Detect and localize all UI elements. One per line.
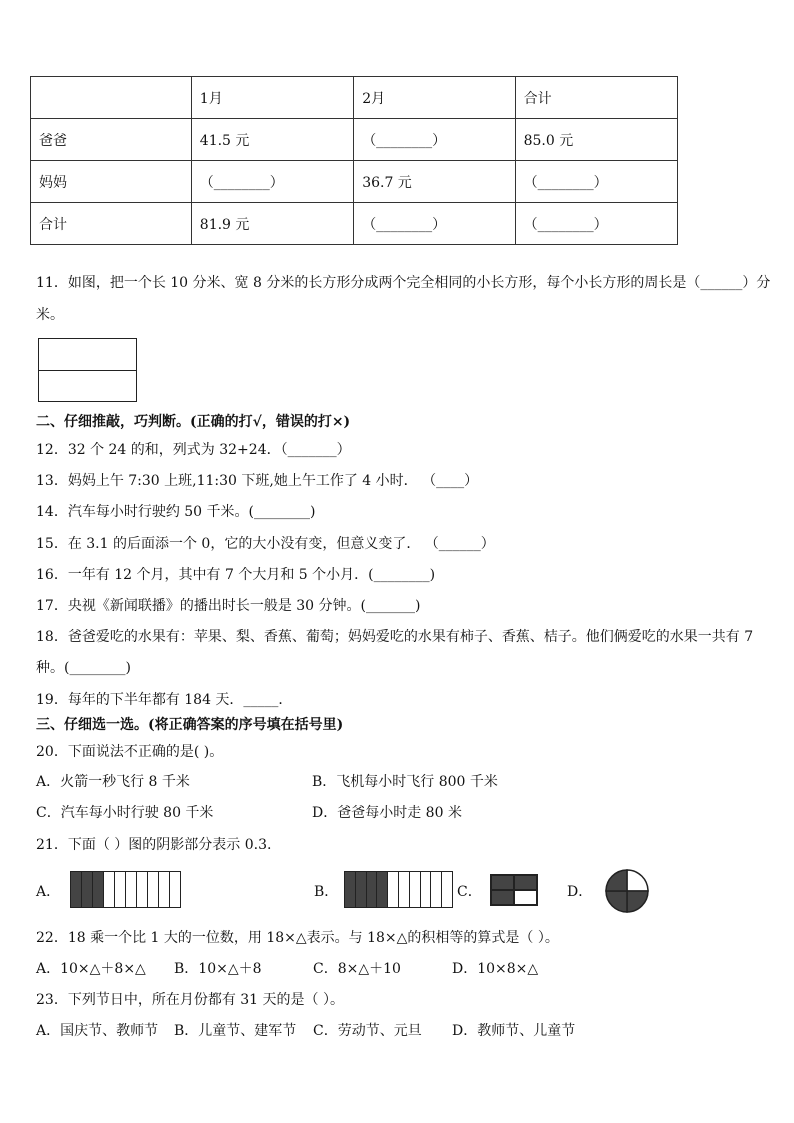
strip-cell [442, 872, 452, 907]
table-cell: （________） [354, 203, 515, 245]
figure-a-ten-strip [70, 871, 181, 908]
question-18-line1: 18．爸爸爱吃的水果有：苹果、梨、香蕉、葡萄；妈妈爱吃的水果有柿子、香蕉、桔子。他们俩爱吃的水果一共有 7 [36, 629, 754, 645]
figure-c-four-grid [490, 874, 538, 906]
question-20-option-a: A．火箭一秒飞行 8 千米 [36, 774, 190, 790]
strip-cell [399, 872, 410, 907]
strip-cell [421, 872, 432, 907]
table-cell: 81.9 元 [191, 203, 353, 245]
question-23-option-d: D．教师节、儿童节 [452, 1023, 576, 1039]
figure-b-ten-strip [344, 871, 453, 908]
question-20-option-d: D．爸爸每小时走 80 米 [312, 805, 462, 821]
circle-sector [627, 891, 648, 912]
table-cell: （________） [515, 203, 677, 245]
strip-cell [345, 872, 356, 907]
grid-cell [491, 890, 514, 905]
strip-cell [170, 872, 180, 907]
table-cell: 合计 [31, 203, 192, 245]
table-cell: （________） [515, 161, 677, 203]
strip-cell [137, 872, 148, 907]
circle-sector [627, 870, 648, 891]
table-cell: 2月 [354, 77, 515, 119]
question-17: 17．央视《新闻联播》的播出时长一般是 30 分钟。(_______) [36, 598, 421, 614]
table-row [31, 203, 678, 245]
grid-cell [514, 875, 537, 890]
question-21-label-b: B． [314, 884, 339, 900]
question-21-label-d: D． [567, 884, 593, 900]
question-23-stem: 23．下列节日中，所在月份都有 31 天的是（ ）。 [36, 992, 344, 1008]
question-22-option-c: C．8×△＋10 [313, 961, 401, 977]
table-row [31, 119, 678, 161]
question-20-stem: 20．下面说法不正确的是( )。 [36, 744, 224, 760]
question-23-option-a: A．国庆节、教师节 [36, 1023, 159, 1039]
strip-cell [71, 872, 82, 907]
question-11-line2: 米。 [36, 307, 64, 323]
question-23-option-b: B．儿童节、建军节 [174, 1023, 297, 1039]
table-cell: 85.0 元 [515, 119, 677, 161]
strip-cell [104, 872, 115, 907]
question-21-label-c: C． [457, 884, 482, 900]
question-11-line1: 11．如图，把一个长 10 分米、宽 8 分米的长方形分成两个完全相同的小长方形，每个小长方形的周长是（______）分 [36, 275, 771, 291]
question-21-stem: 21．下面（ ）图的阴影部分表示 0.3. [36, 837, 272, 853]
grid-cell [514, 890, 537, 905]
question-22-option-d: D．10×8×△ [452, 961, 539, 977]
question-23-option-c: C．劳动节、元旦 [313, 1023, 422, 1039]
question-19: 19．每年的下半年都有 184 天．_____． [36, 692, 293, 708]
table-cell: （________） [191, 161, 353, 203]
strip-cell [410, 872, 421, 907]
question-14: 14．汽车每小时行驶约 50 千米。(________) [36, 504, 316, 520]
strip-cell [82, 872, 93, 907]
question-13: 13．妈妈上午 7:30 上班,11:30 下班,她上午工作了 4 小时． （____） [36, 473, 479, 489]
rectangle-figure [38, 338, 137, 402]
question-21-label-a: A． [36, 884, 61, 900]
table-cell: 1月 [191, 77, 353, 119]
question-20-option-c: C．汽车每小时行驶 80 千米 [36, 805, 214, 821]
circle-sector [606, 870, 627, 891]
expense-table [30, 76, 678, 245]
table-cell: 合计 [515, 77, 677, 119]
question-20-option-b: B．飞机每小时飞行 800 千米 [312, 774, 498, 790]
strip-cell [148, 872, 159, 907]
table-cell: 41.5 元 [191, 119, 353, 161]
strip-cell [126, 872, 137, 907]
question-15: 15．在 3.1 的后面添一个 0，它的大小没有变，但意义变了． （______） [36, 536, 495, 552]
strip-cell [377, 872, 388, 907]
table-row [31, 161, 678, 203]
figure-d-circle [603, 867, 651, 915]
table-header-row [31, 77, 678, 119]
question-18-line2: 种。(________) [36, 660, 131, 676]
question-16: 16．一年有 12 个月，其中有 7 个大月和 5 个小月．(________) [36, 567, 436, 583]
strip-cell [388, 872, 399, 907]
strip-cell [115, 872, 126, 907]
question-12: 12．32 个 24 的和，列式为 32+24．（_______） [36, 442, 351, 458]
section-3-title: 三、仔细选一选。(将正确答案的序号填在括号里) [36, 717, 344, 733]
question-22-option-b: B．10×△＋8 [174, 961, 262, 977]
strip-cell [356, 872, 367, 907]
question-22-stem: 22．18 乘一个比 1 大的一位数，用 18×△表示。与 18×△的积相等的算式是（ ）。 [36, 930, 559, 946]
section-2-title: 二、仔细推敲，巧判断。(正确的打√，错误的打×) [36, 414, 351, 430]
table-cell: 妈妈 [31, 161, 192, 203]
question-22-option-a: A．10×△＋8×△ [36, 961, 146, 977]
table-cell [31, 77, 192, 119]
table-cell: 爸爸 [31, 119, 192, 161]
circle-sector [606, 891, 627, 912]
strip-cell [367, 872, 378, 907]
table-cell: （________） [354, 119, 515, 161]
strip-cell [93, 872, 104, 907]
table-cell: 36.7 元 [354, 161, 515, 203]
grid-cell [491, 875, 514, 890]
strip-cell [431, 872, 442, 907]
rectangle-divider [39, 370, 136, 371]
strip-cell [159, 872, 170, 907]
